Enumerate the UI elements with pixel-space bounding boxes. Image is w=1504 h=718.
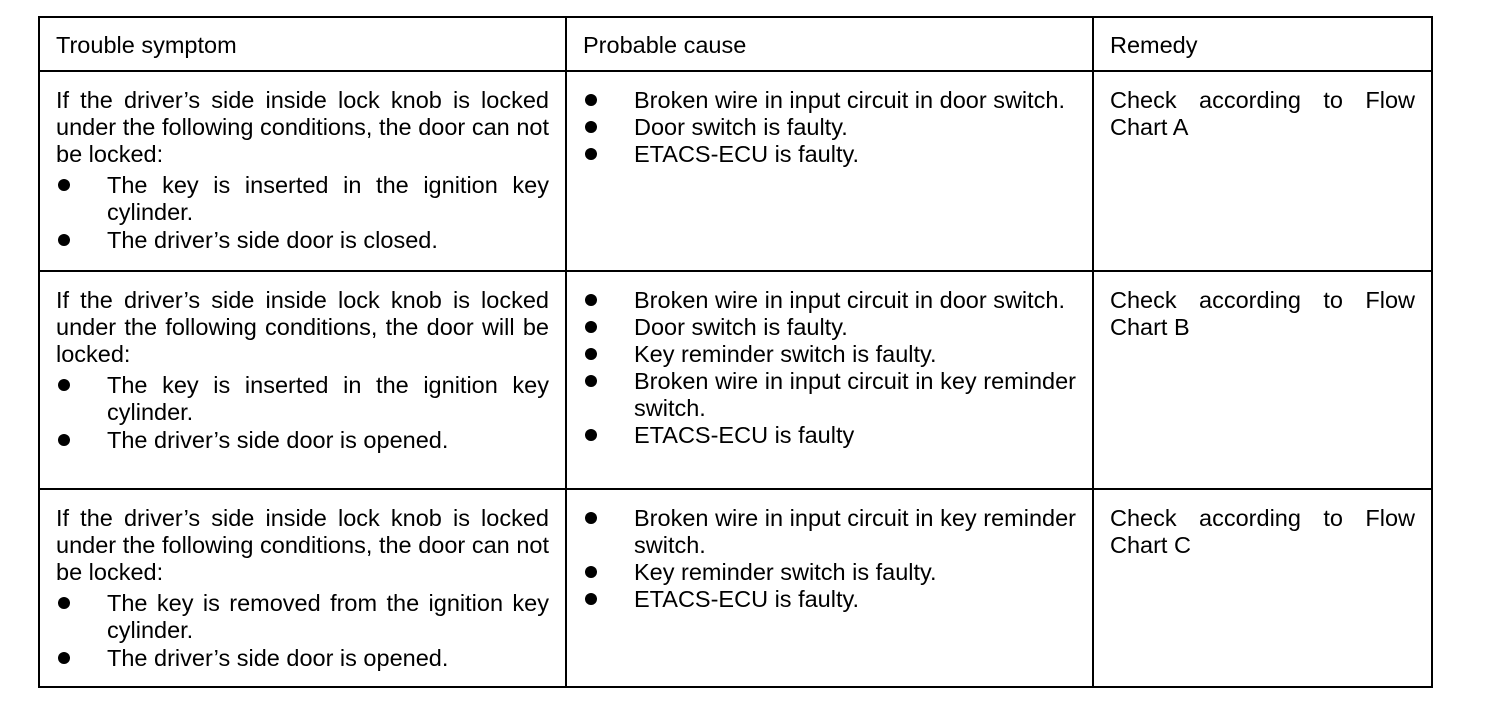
- cause-item: [583, 586, 1076, 613]
- condition-item: [56, 227, 549, 254]
- trouble-symptom-table: [38, 16, 1433, 688]
- condition-item: [56, 372, 549, 426]
- condition-item: [56, 590, 549, 644]
- cause-item: [583, 368, 1076, 422]
- cause-cell: [566, 71, 1093, 271]
- bullet-icon: [58, 379, 70, 391]
- condition-text: The key is inserted in the ignition key cylinder.: [107, 172, 549, 225]
- remedy-text: Check according to Flow Chart C: [1110, 505, 1415, 558]
- cause-item: [583, 314, 1076, 341]
- cause-text: Broken wire in input circuit in key reminder switch.: [634, 368, 1076, 421]
- condition-list: [56, 172, 549, 254]
- cause-item: [583, 341, 1076, 368]
- bullet-icon: [58, 234, 70, 246]
- cause-item: [583, 505, 1076, 559]
- symptom-intro: If the driver’s side inside lock knob is locked under the following conditions, the door can not be locked:: [56, 505, 549, 585]
- bullet-icon: [585, 375, 597, 387]
- header-probable-cause: Probable cause: [566, 17, 1093, 71]
- bullet-icon: [585, 321, 597, 333]
- remedy-text: Check according to Flow Chart A: [1110, 87, 1415, 140]
- condition-item: [56, 172, 549, 226]
- header-row: [39, 17, 1432, 71]
- condition-text: The driver’s side door is opened.: [107, 645, 449, 671]
- cause-item: [583, 114, 1076, 141]
- header-remedy: Remedy: [1093, 17, 1432, 71]
- bullet-icon: [585, 94, 597, 106]
- cause-cell: [566, 489, 1093, 687]
- bullet-icon: [585, 148, 597, 160]
- cause-text: Key reminder switch is faulty.: [634, 559, 937, 585]
- condition-text: The key is removed from the ignition key cylinder.: [107, 590, 549, 643]
- cause-item: [583, 422, 1076, 449]
- condition-list: [56, 372, 549, 454]
- cause-text: Broken wire in input circuit in key reminder switch.: [634, 505, 1076, 558]
- cause-text: Door switch is faulty.: [634, 314, 848, 340]
- condition-text: The driver’s side door is closed.: [107, 227, 438, 253]
- symptom-cell: [39, 489, 566, 687]
- cause-list: [583, 505, 1076, 613]
- cause-text: ETACS-ECU is faulty: [634, 422, 855, 448]
- cause-text: ETACS-ECU is faulty.: [634, 141, 860, 167]
- condition-text: The driver’s side door is opened.: [107, 427, 449, 453]
- cause-text: ETACS-ECU is faulty.: [634, 586, 860, 612]
- cause-item: [583, 559, 1076, 586]
- symptom-cell: [39, 271, 566, 489]
- remedy-cell: [1093, 71, 1432, 271]
- bullet-icon: [585, 512, 597, 524]
- symptom-intro: If the driver’s side inside lock knob is locked under the following conditions, the door will be locked:: [56, 287, 549, 367]
- remedy-cell: [1093, 489, 1432, 687]
- cause-item: [583, 141, 1076, 168]
- cause-text: Key reminder switch is faulty.: [634, 341, 937, 367]
- symptom-intro: If the driver’s side inside lock knob is locked under the following conditions, the door can not be locked:: [56, 87, 549, 167]
- condition-item: [56, 427, 549, 454]
- bullet-icon: [585, 593, 597, 605]
- bullet-icon: [585, 294, 597, 306]
- bullet-icon: [58, 179, 70, 191]
- bullet-icon: [58, 434, 70, 446]
- remedy-text: Check according to Flow Chart B: [1110, 287, 1415, 340]
- cause-text: Broken wire in input circuit in door switch.: [634, 287, 1066, 313]
- cause-cell: [566, 271, 1093, 489]
- cause-item: [583, 287, 1076, 314]
- bullet-icon: [585, 429, 597, 441]
- condition-item: [56, 645, 549, 672]
- bullet-icon: [58, 597, 70, 609]
- table-row: [39, 489, 1432, 687]
- cause-item: [583, 87, 1076, 114]
- condition-list: [56, 590, 549, 672]
- table-row: [39, 71, 1432, 271]
- bullet-icon: [585, 121, 597, 133]
- bullet-icon: [585, 348, 597, 360]
- remedy-cell: [1093, 271, 1432, 489]
- cause-text: Door switch is faulty.: [634, 114, 848, 140]
- bullet-icon: [585, 566, 597, 578]
- bullet-icon: [58, 652, 70, 664]
- cause-list: [583, 87, 1076, 168]
- cause-text: Broken wire in input circuit in door switch.: [634, 87, 1066, 113]
- condition-text: The key is inserted in the ignition key cylinder.: [107, 372, 549, 425]
- cause-list: [583, 287, 1076, 449]
- symptom-cell: [39, 71, 566, 271]
- table-row: [39, 271, 1432, 489]
- header-trouble-symptom: Trouble symptom: [39, 17, 566, 71]
